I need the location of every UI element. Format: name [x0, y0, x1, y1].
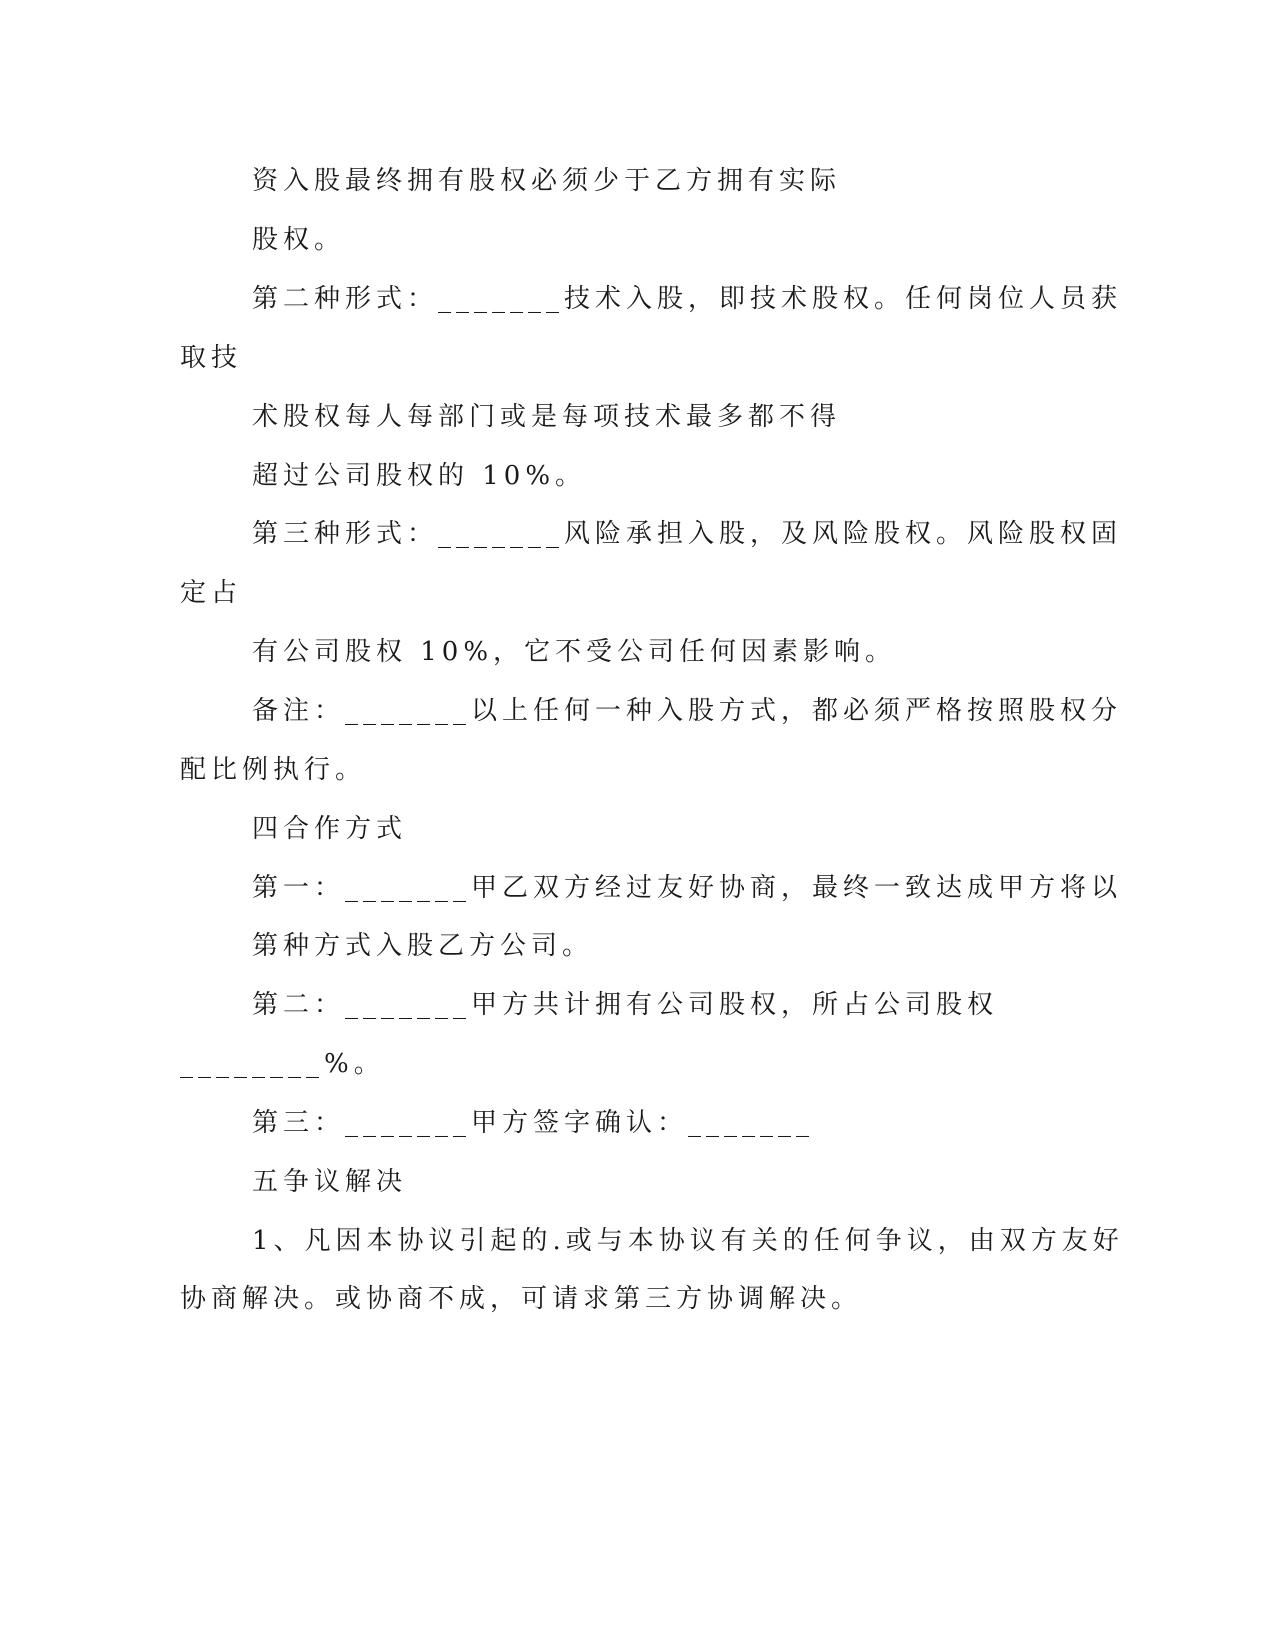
text-line: 第种方式入股乙方公司。 [252, 931, 594, 961]
text-line: 超过公司股权的 10%。 [252, 461, 587, 491]
text-line: 取技 [180, 343, 243, 373]
text-line: 术股权每人每部门或是每项技术最多都不得 [252, 402, 842, 432]
text-line: 第三种形式：_______风险承担入股，及风险股权。风险股权固 [252, 519, 1123, 549]
text-line: 第二：_______甲方共计拥有公司股权，所占公司股权 [252, 990, 999, 1020]
text-line: 有公司股权 10%，它不受公司任何因素影响。 [252, 637, 897, 667]
text-line: 第三：_______甲方签字确认：_______ [252, 1108, 815, 1138]
text-line: 配比例执行。 [180, 755, 367, 785]
text-line: 协商解决。或协商不成，可请求第三方协调解决。 [180, 1284, 863, 1314]
text-line: 第一：_______甲乙双方经过友好协商，最终一致达成甲方将以 [252, 873, 1123, 903]
text-line: 股权。 [252, 225, 346, 255]
text-line: 定占 [180, 578, 243, 608]
section-heading: 五争议解决 [252, 1167, 408, 1197]
text-line: 1、凡因本协议引起的.或与本协议有关的任何争议，由双方友好 [252, 1226, 1124, 1256]
text-line: 第二种形式：_______技术入股，即技术股权。任何岗位人员获 [252, 284, 1123, 314]
text-line: ________%。 [180, 1049, 385, 1079]
section-heading: 四合作方式 [252, 814, 408, 844]
text-line: 资入股最终拥有股权必须少于乙方拥有实际 [252, 166, 842, 196]
text-line: 备注：_______以上任何一种入股方式，都必须严格按照股权分 [252, 696, 1123, 726]
